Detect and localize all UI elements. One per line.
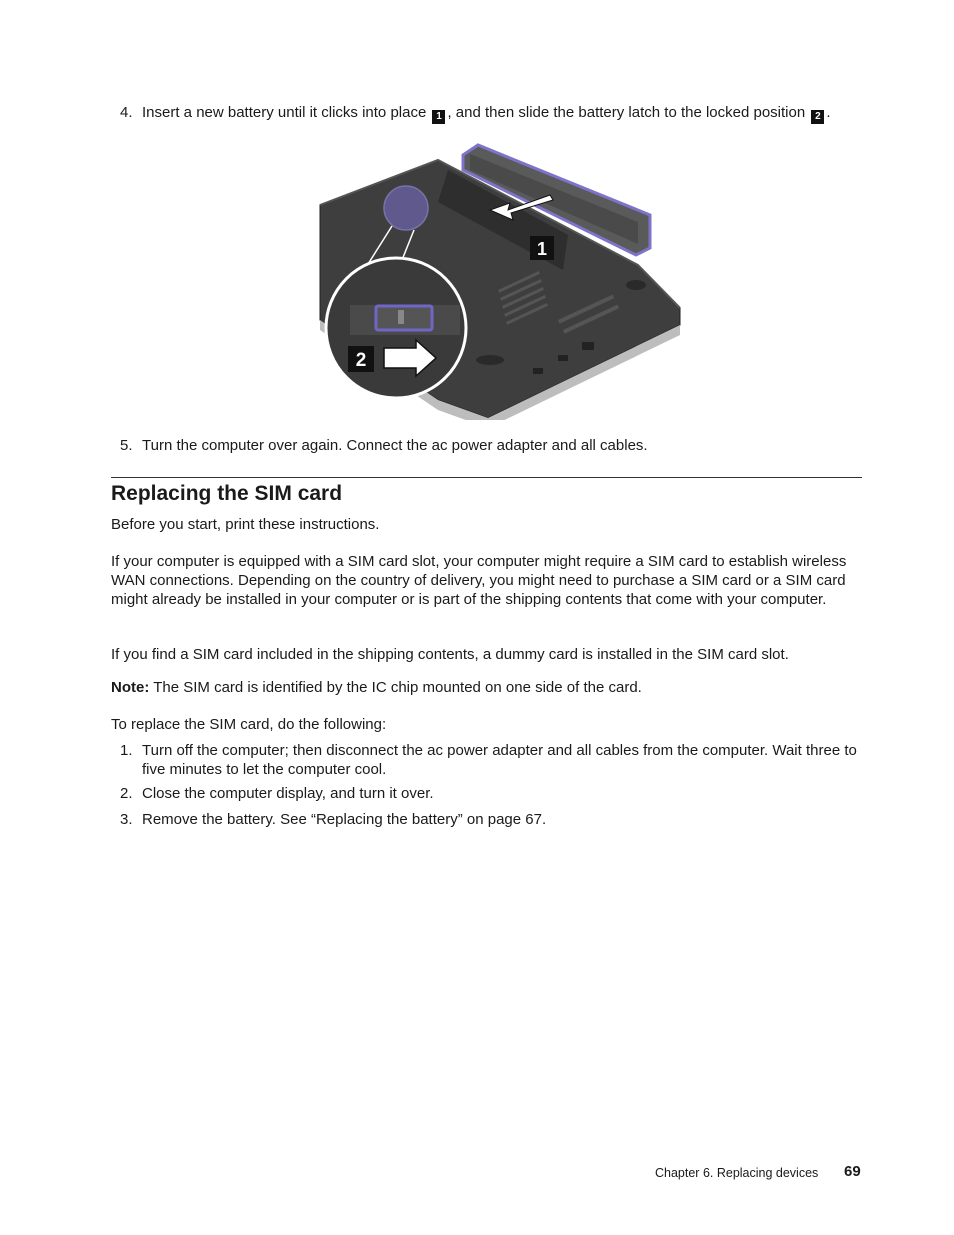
callout-badge-2: 2 <box>811 110 824 124</box>
step-text: Close the computer display, and turn it over. <box>142 785 434 802</box>
section-title: Replacing the SIM card <box>111 482 343 505</box>
callout-badge-1: 1 <box>432 110 445 124</box>
figure-callout-1: 1 <box>536 239 548 259</box>
note-label: Note: <box>111 679 150 696</box>
page-number: 69 <box>844 1163 861 1180</box>
procedure-lead: To replace the SIM card, do the following: <box>111 716 387 733</box>
intro-paragraph: Before you start, print these instructions. <box>111 516 380 533</box>
note-text: The SIM card is identified by the IC chip mounted on one side of the card. <box>149 679 642 696</box>
footer-chapter: Chapter 6. Replacing devices <box>655 1166 819 1180</box>
sim-slot-paragraph: If your computer is equipped with a SIM card slot, your computer might require a SIM card to establish wireless WAN connections. Depending on the country of delivery, you might need to purchase a SIM card or a SIM card might already be installed in your computer or is part of the shipping contents that come with your computer. <box>111 553 847 608</box>
step-text <box>142 103 862 124</box>
step-number: 1. <box>120 742 133 759</box>
step-text-part: Insert a new battery until it clicks into place <box>142 104 427 121</box>
step-number: 5. <box>120 437 133 454</box>
step-number: 2. <box>120 785 133 802</box>
section-divider <box>111 477 862 478</box>
dummy-card-paragraph: If you find a SIM card included in the shipping contents, a dummy card is installed in the SIM card slot. <box>111 646 789 663</box>
note-paragraph <box>111 678 851 697</box>
step-number: 4. <box>120 104 133 121</box>
step-text-part: . <box>826 104 831 121</box>
step-text: Turn off the computer; then disconnect the ac power adapter and all cables from the computer. Wait three to five minutes to let the computer cool. <box>142 742 857 778</box>
step-text: Remove the battery. See “Replacing the battery” on page 67. <box>142 811 547 828</box>
step-number: 3. <box>120 811 133 828</box>
laptop-bottom-illustration <box>318 140 684 420</box>
step-text-part: , and then slide the battery latch to the locked position <box>447 104 806 121</box>
battery-install-illustration <box>318 140 684 420</box>
figure-callout-2: 2 <box>355 350 367 371</box>
step-text: Turn the computer over again. Connect the ac power adapter and all cables. <box>142 437 648 454</box>
